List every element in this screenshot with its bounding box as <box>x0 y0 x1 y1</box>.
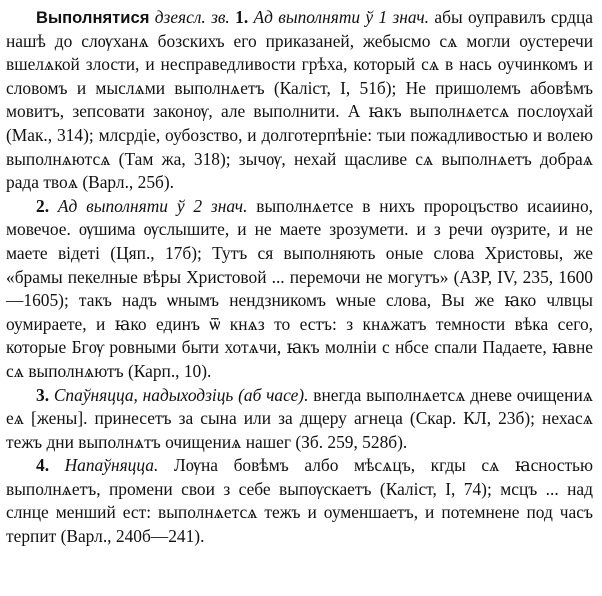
sense-number-2: 2. <box>36 195 50 216</box>
sense-gloss-3: Спаўняцца, надыходзіць (аб часе). <box>53 384 309 405</box>
sense-body-2: выполнѧетсе в нихъ пророцъство исаиино, мовечое. ѹшима ѹслышите, и не маете зрозумети. и з речи ѹзрите, и не маете відеті (Цяп., 17б); Тутъ ся выполняють оные слова Христовы, же «брамы пекелные вѣры Христовой ... перемочи не могутъ» (АЗР, IV, 235, 1600—1605); такъ надъ ѡнымъ нендзникомъ ѡные слова, Вы же ꙗко члвцы оумираете, и ꙗко единъ ѿ кнѧз то естъ: з кнѧжатъ темности вѣка сего, которые Бгѹ ровными быти хотѧчи, ꙗкъ молніи с нбсе спали Падаете, ꙗвне сѧ выполнѧютъ (Карп., 10). <box>6 195 593 381</box>
sense-gloss-1: Ад выполняти ў 1 знач. <box>253 7 430 27</box>
sense-number-3: 3. <box>36 384 50 405</box>
sense-number-4: 4. <box>36 455 50 476</box>
sense-gloss-2: Ад выполняти ў 2 знач. <box>57 195 248 216</box>
sense-body-3: внегда выполнѧетсѧ дневе очищениѧ еѧ [жены]. принесетъ за сына или за дщеру агнеца (Скар. КЛ, 23б); нехасѧ тежъ дни выполнѧтъ очищениѧ нашег (Зб. 259, 528б). <box>6 384 594 452</box>
sense-body-1: абы оуправилъ срдца нашѣ до слѹханѧ бозскихъ его приказаней, жебысмо сѧ могли оустеречи вшелѧкой злости, и несправедливости грѣха, который сѧ в нась оучинкомъ и словомъ и мыслѧми выполнѧетъ (Каліст, I, 51б); Не пришолемъ абовѣмъ мовитъ, зепсовати законѹ, але выполнити. А ꙗкъ выполнѧетсѧ послѹхай (Мак., 314); млсрдіе, оубозство, и долготерпѣніе: тыи пожадливостью и волею выполнѧютсѧ (Там жа, 318); зычѹ, нехай щасливе сѧ выполнѧетъ добраѧ рада твоѧ (Варл., 25б). <box>6 7 593 193</box>
entry-sense-1 <box>6 6 593 195</box>
entry-sense-2 <box>6 195 593 384</box>
sense-number-1: 1. <box>235 7 249 27</box>
headword: Выполнятися <box>36 8 150 27</box>
sense-body-4: Лѹна бовѣмъ албо мѣсѧцъ, кгды сѧ ꙗсностью выполнѧетъ, промени свои з себе выпѹскаетъ (Каліст, I, 74); мсцъ ... над слнце менший ест: выполнѧетсѧ тежъ и оуменшаетъ, и потемнене под часъ терпит (Варл., 240б—241). <box>6 455 593 547</box>
grammar-label: дзеясл. зв. <box>154 7 230 27</box>
entry-sense-3 <box>6 384 593 455</box>
entry-sense-4 <box>6 454 593 548</box>
sense-gloss-4: Напаўняцца. <box>64 455 159 476</box>
